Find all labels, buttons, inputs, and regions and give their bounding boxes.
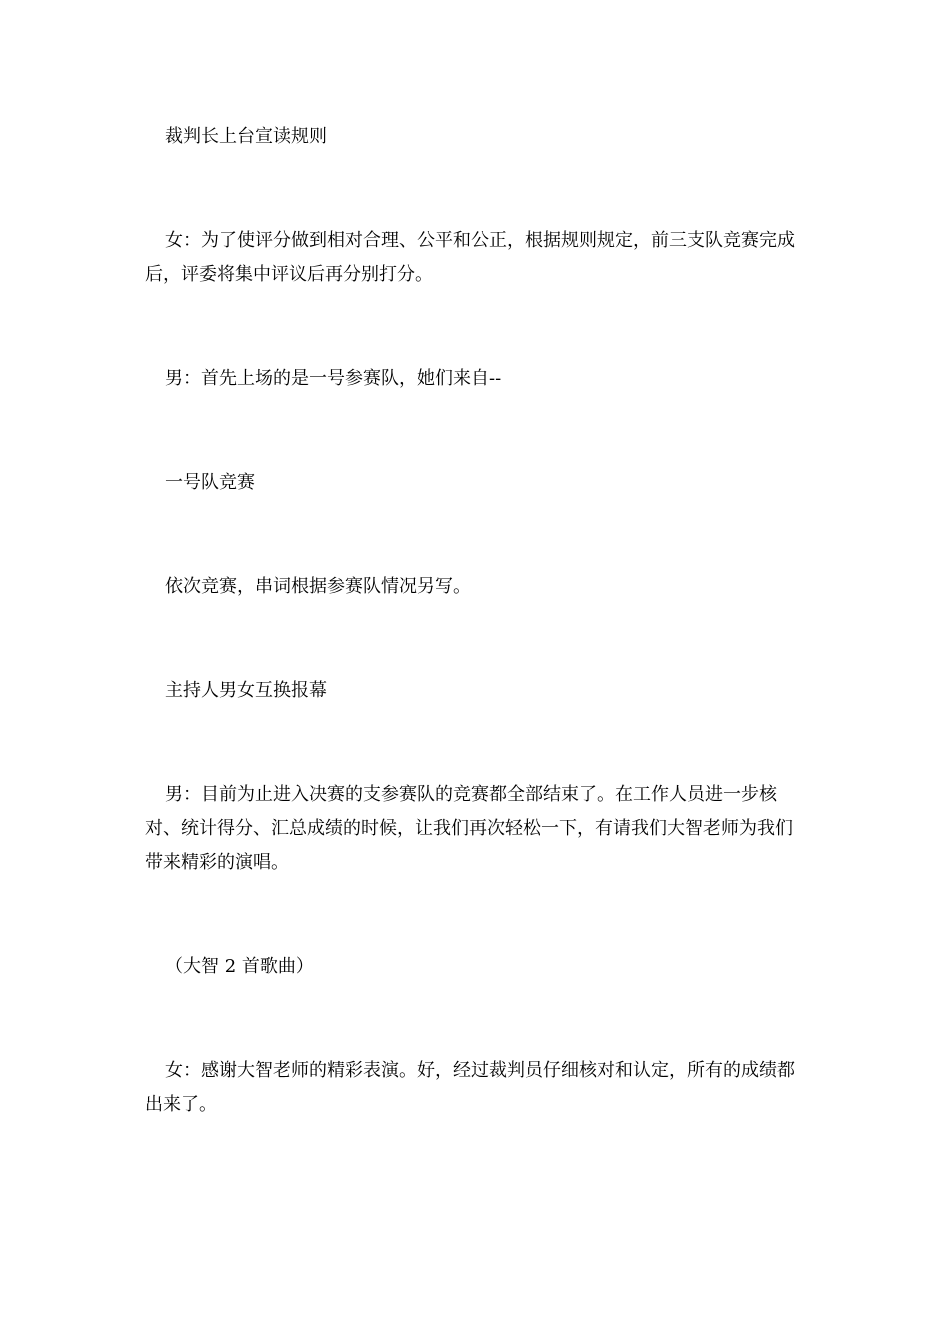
paragraph-team-one-competition: 一号队竞赛 bbox=[165, 472, 255, 493]
paragraph-female-scoring-rules: 女：为了使评分做到相对合理、公平和公正，根据规则规定，前三支队竞赛完成后，评委将集中评议后再分别打分。 bbox=[145, 230, 795, 285]
paragraph-female-results-ready: 女：感谢大智老师的精彩表演。好，经过裁判员仔细核对和认定，所有的成绩都出来了。 bbox=[145, 1060, 795, 1115]
paragraph-male-first-team: 男：首先上场的是一号参赛队，她们来自-- bbox=[165, 368, 502, 389]
paragraph-songs: （大智 2 首歌曲） bbox=[165, 956, 314, 977]
paragraph-male-competition-ended: 男：目前为止进入决赛的支参赛队的竞赛都全部结束了。在工作人员进一步核对、统计得分、汇总成绩的时候，让我们再次轻松一下，有请我们大智老师为我们带来精彩的演唱。 bbox=[145, 784, 793, 873]
paragraph-referee-rules: 裁判长上台宣读规则 bbox=[165, 126, 327, 147]
paragraph-sequential-competition: 依次竞赛，串词根据参赛队情况另写。 bbox=[165, 576, 471, 597]
paragraph-host-switch: 主持人男女互换报幕 bbox=[165, 680, 327, 701]
